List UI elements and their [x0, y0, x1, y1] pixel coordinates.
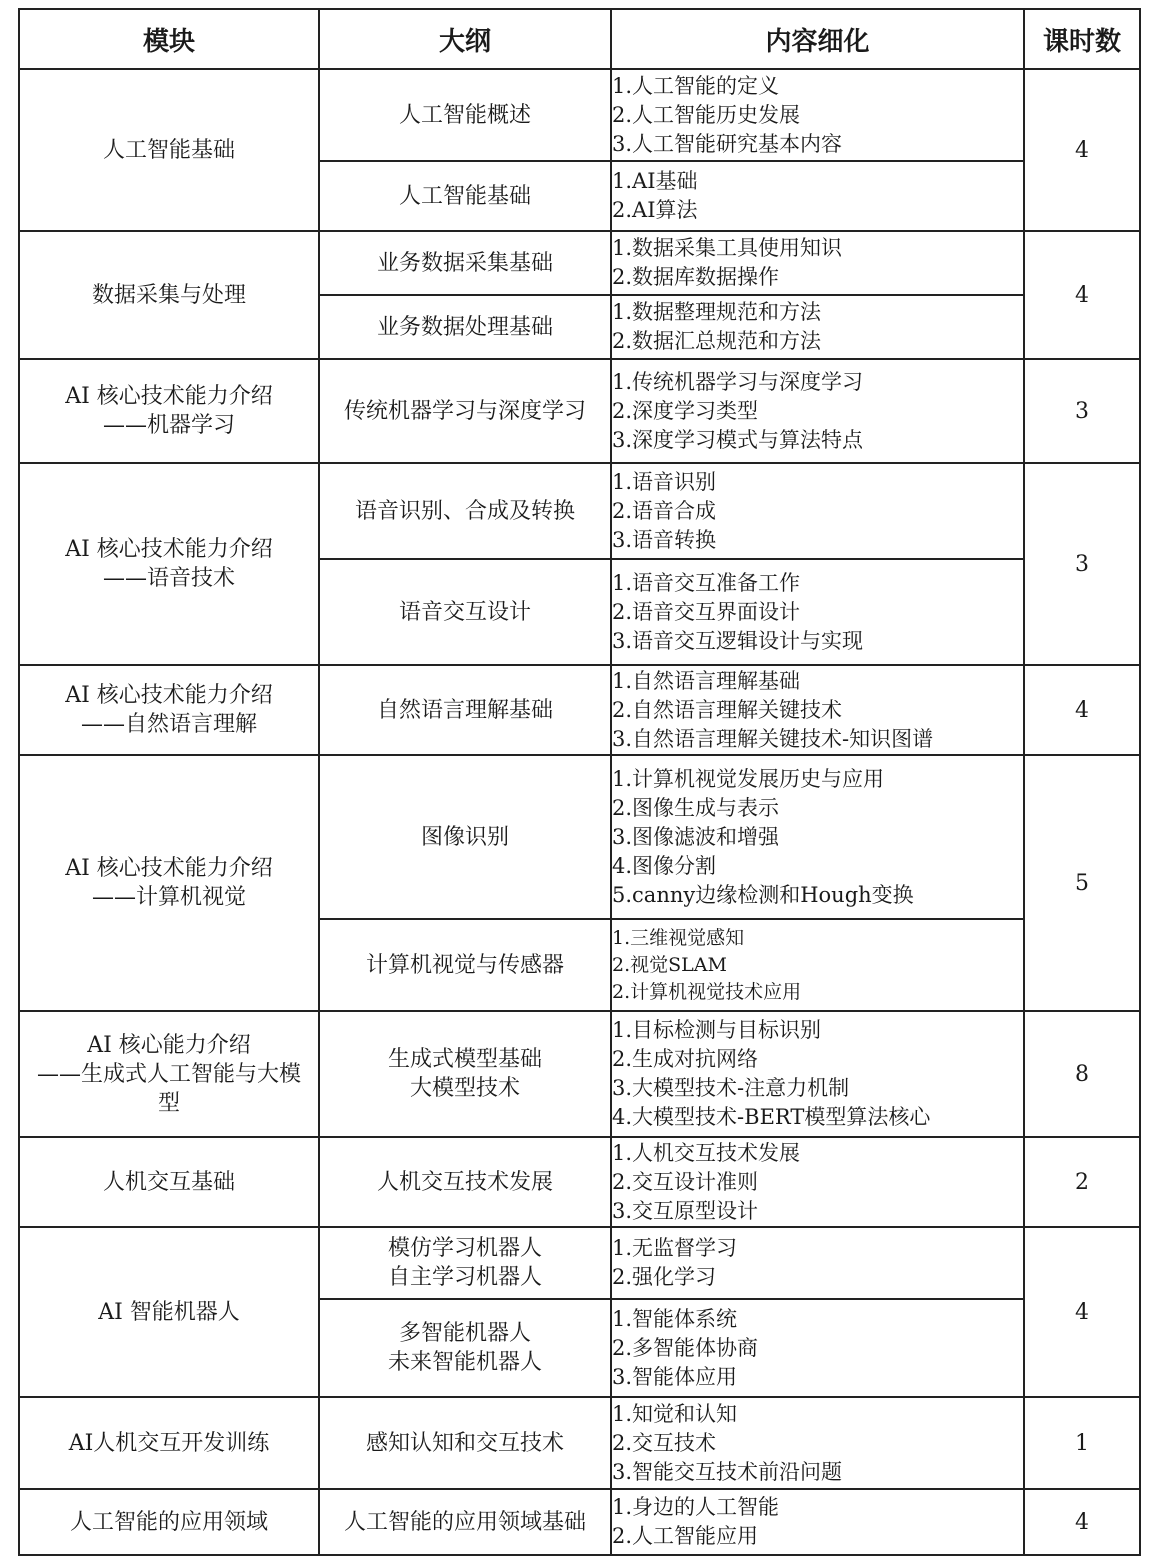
- module-cell: [19, 755, 319, 1011]
- detail-line: 3.自然语言理解关键技术-知识图谱: [612, 726, 934, 751]
- hours-cell: 3: [1024, 359, 1140, 463]
- outline-cell: 图像识别: [319, 755, 611, 919]
- outline-cell: 传统机器学习与深度学习: [319, 359, 611, 463]
- hours-cell: 8: [1024, 1011, 1140, 1137]
- detail-line: 2.交互技术: [612, 1430, 717, 1455]
- details-cell: [611, 665, 1024, 755]
- details-cell: [611, 1299, 1024, 1397]
- module-line: AI 核心技术能力介绍: [65, 384, 273, 409]
- detail-line: 1.语音识别: [612, 469, 717, 494]
- module-line: AI 核心能力介绍: [87, 1032, 251, 1058]
- outline-line: 多智能机器人: [398, 1321, 531, 1346]
- detail-line: 2.计算机视觉技术应用: [612, 980, 802, 1003]
- details-cell: [611, 1011, 1024, 1137]
- outline-cell: 感知认知和交互技术: [319, 1397, 611, 1489]
- details-cell: [611, 919, 1024, 1011]
- detail-line: 1.人工智能的定义: [612, 73, 780, 98]
- detail-line: 1.数据采集工具使用知识: [612, 236, 843, 260]
- details-cell: [611, 1137, 1024, 1227]
- detail-line: 1.身边的人工智能: [612, 1495, 780, 1519]
- detail-line: 2.语音交互界面设计: [612, 599, 801, 624]
- header-outline: 大纲: [319, 9, 611, 69]
- module-cell: 人工智能的应用领域: [19, 1489, 319, 1555]
- detail-line: 5.canny边缘检测和Hough变换: [612, 882, 914, 907]
- details-cell: [611, 231, 1024, 295]
- outline-cell: 人工智能概述: [319, 69, 611, 161]
- outline-cell: 人机交互技术发展: [319, 1137, 611, 1227]
- detail-line: 2.数据汇总规范和方法: [612, 329, 822, 353]
- outline-cell: 语音交互设计: [319, 559, 611, 665]
- hours-cell: 4: [1024, 69, 1140, 231]
- outline-cell: 业务数据处理基础: [319, 295, 611, 359]
- details-cell: [611, 295, 1024, 359]
- detail-line: 3.语音转换: [612, 527, 717, 552]
- details-cell: [611, 69, 1024, 161]
- module-line: ——机器学习: [102, 413, 235, 438]
- header-details: 内容细化: [611, 9, 1024, 69]
- outline-cell: 自然语言理解基础: [319, 665, 611, 755]
- detail-line: 1.知觉和认知: [612, 1401, 738, 1426]
- detail-line: 4.图像分割: [612, 853, 717, 878]
- module-line: ——生成式人工智能与大模: [36, 1061, 301, 1087]
- table-row: [19, 755, 1140, 919]
- detail-line: 2.人工智能历史发展: [612, 102, 801, 127]
- hours-cell: 4: [1024, 665, 1140, 755]
- outline-cell: [319, 1299, 611, 1397]
- outline-line: 模仿学习机器人: [387, 1236, 542, 1261]
- detail-line: 2.深度学习类型: [612, 398, 759, 423]
- detail-line: 2.强化学习: [612, 1265, 717, 1289]
- detail-line: 1.AI基础: [612, 169, 698, 193]
- module-cell: AI人机交互开发训练: [19, 1397, 319, 1489]
- outline-cell: [319, 1227, 611, 1299]
- hours-cell: 4: [1024, 1227, 1140, 1397]
- detail-line: 1.计算机视觉发展历史与应用: [612, 766, 885, 791]
- outline-cell: [319, 1011, 611, 1137]
- module-cell: [19, 359, 319, 463]
- detail-line: 2.人工智能应用: [612, 1524, 759, 1548]
- hours-cell: 2: [1024, 1137, 1140, 1227]
- table-row: [19, 69, 1140, 161]
- outline-cell: 语音识别、合成及转换: [319, 463, 611, 559]
- module-line: AI 核心技术能力介绍: [65, 683, 273, 708]
- details-cell: [611, 1227, 1024, 1299]
- detail-line: 2.自然语言理解关键技术: [612, 697, 843, 722]
- module-line: ——计算机视觉: [91, 885, 246, 910]
- detail-line: 2.多智能体协商: [612, 1335, 759, 1360]
- detail-line: 1.语音交互准备工作: [612, 570, 801, 595]
- detail-line: 2.AI算法: [612, 198, 698, 222]
- hours-cell: 4: [1024, 231, 1140, 359]
- detail-line: 2.生成对抗网络: [612, 1047, 759, 1071]
- module-cell: [19, 1011, 319, 1137]
- detail-line: 1.传统机器学习与深度学习: [612, 369, 864, 394]
- module-cell: 数据采集与处理: [19, 231, 319, 359]
- module-line: AI 核心技术能力介绍: [65, 856, 273, 881]
- table-row: [19, 359, 1140, 463]
- detail-line: 1.数据整理规范和方法: [612, 300, 822, 324]
- module-line: 型: [157, 1090, 180, 1116]
- detail-line: 3.智能交互技术前沿问题: [612, 1459, 843, 1484]
- table-row: [19, 1489, 1140, 1555]
- details-cell: [611, 161, 1024, 231]
- module-cell: AI 智能机器人: [19, 1227, 319, 1397]
- hours-cell: 1: [1024, 1397, 1140, 1489]
- detail-line: 3.图像滤波和增强: [612, 824, 780, 849]
- module-cell: [19, 463, 319, 665]
- outline-cell: 业务数据采集基础: [319, 231, 611, 295]
- detail-line: 3.人工智能研究基本内容: [612, 131, 843, 156]
- detail-line: 4.大模型技术-BERT模型算法核心: [612, 1105, 931, 1129]
- module-line: AI 核心技术能力介绍: [65, 537, 273, 562]
- outline-line: 自主学习机器人: [387, 1265, 542, 1290]
- detail-line: 2.图像生成与表示: [612, 795, 780, 820]
- hours-cell: 4: [1024, 1489, 1140, 1555]
- module-line: ——语音技术: [102, 566, 235, 591]
- detail-line: 1.智能体系统: [612, 1306, 738, 1331]
- details-cell: [611, 463, 1024, 559]
- details-cell: [611, 755, 1024, 919]
- module-line: ——自然语言理解: [80, 712, 257, 737]
- details-cell: [611, 1489, 1024, 1555]
- detail-line: 3.语音交互逻辑设计与实现: [612, 628, 864, 653]
- table-row: [19, 1011, 1140, 1137]
- table-row: [19, 1137, 1140, 1227]
- header-module: 模块: [19, 9, 319, 69]
- header-hours: 课时数: [1024, 9, 1140, 69]
- curriculum-table: [18, 8, 1141, 1556]
- detail-line: 3.深度学习模式与算法特点: [612, 427, 864, 452]
- table-row: [19, 1227, 1140, 1299]
- table-row: [19, 463, 1140, 559]
- detail-line: 1.自然语言理解基础: [612, 668, 801, 693]
- table-row: [19, 665, 1140, 755]
- outline-line: 大模型技术: [409, 1076, 520, 1101]
- hours-cell: 5: [1024, 755, 1140, 1011]
- hours-cell: 3: [1024, 463, 1140, 665]
- detail-line: 2.数据库数据操作: [612, 265, 780, 289]
- outline-line: 生成式模型基础: [387, 1047, 542, 1072]
- detail-line: 3.智能体应用: [612, 1364, 738, 1389]
- module-cell: [19, 665, 319, 755]
- module-cell: 人工智能基础: [19, 69, 319, 231]
- details-cell: [611, 359, 1024, 463]
- module-cell: 人机交互基础: [19, 1137, 319, 1227]
- details-cell: [611, 559, 1024, 665]
- detail-line: 1.目标检测与目标识别: [612, 1018, 822, 1042]
- table-row: [19, 1397, 1140, 1489]
- outline-cell: 人工智能基础: [319, 161, 611, 231]
- table-row: [19, 231, 1140, 295]
- detail-line: 2.交互设计准则: [612, 1169, 759, 1194]
- outline-line: 未来智能机器人: [387, 1350, 542, 1375]
- detail-line: 2.语音合成: [612, 498, 717, 523]
- outline-cell: 人工智能的应用领域基础: [319, 1489, 611, 1555]
- detail-line: 1.无监督学习: [612, 1236, 738, 1260]
- outline-cell: 计算机视觉与传感器: [319, 919, 611, 1011]
- detail-line: 3.大模型技术-注意力机制: [612, 1076, 850, 1100]
- detail-line: 1.三维视觉感知: [612, 926, 745, 949]
- detail-line: 1.人机交互技术发展: [612, 1140, 801, 1165]
- details-cell: [611, 1397, 1024, 1489]
- detail-line: 3.交互原型设计: [612, 1198, 759, 1223]
- detail-line: 2.视觉SLAM: [612, 953, 727, 976]
- header-row: [19, 9, 1140, 69]
